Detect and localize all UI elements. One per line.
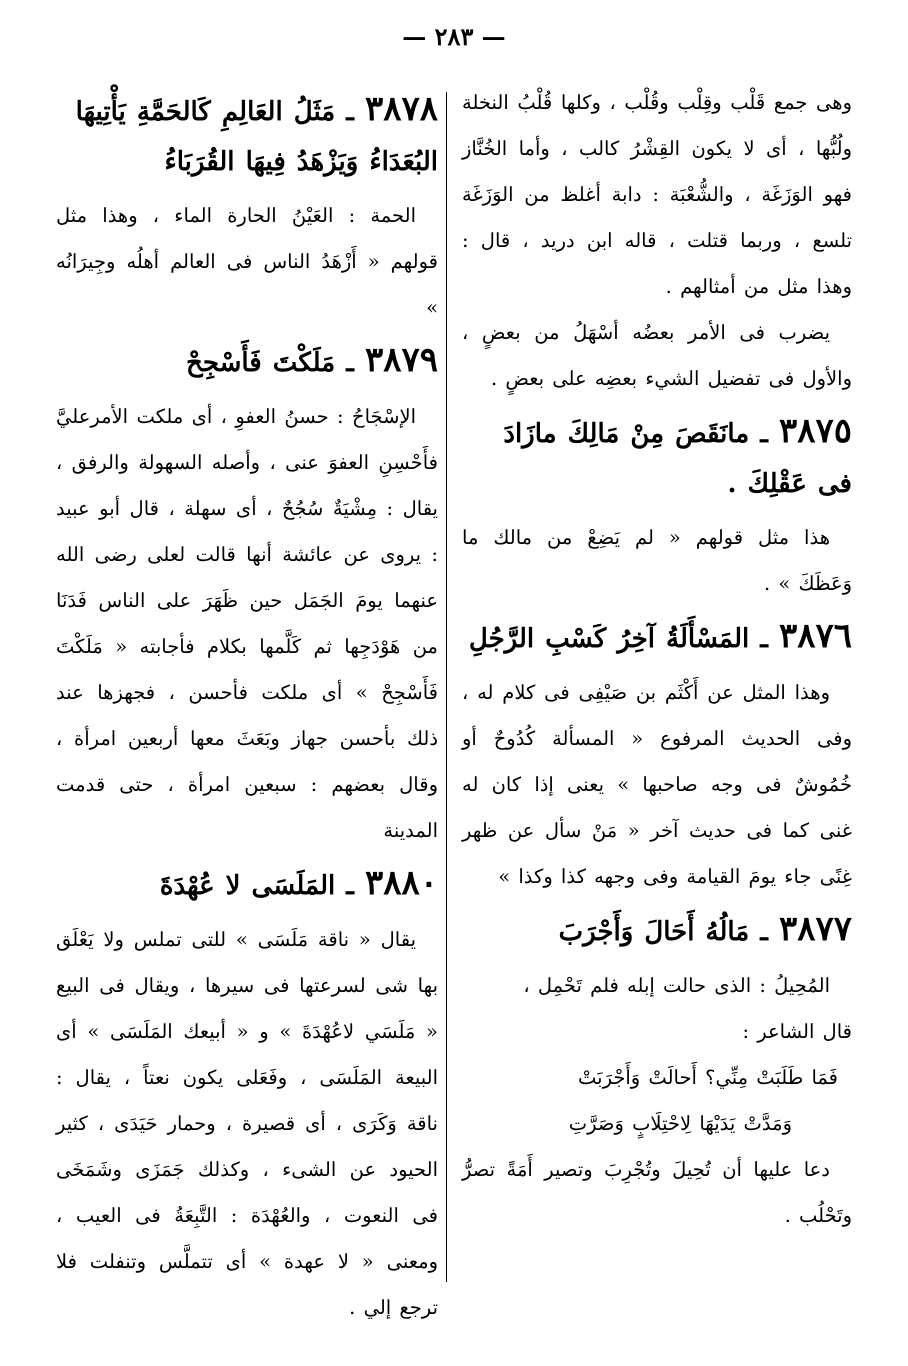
left-column [56,80,438,1331]
poet-intro: قال الشاعر : [742,1020,852,1043]
entry-heading: ـ المَسْأَلَةُ آخِرُ كَسْبِ الرَّجُلِ [468,624,768,654]
entry-body: هذا مثل قولهم « لم يَضِعْ من مالك ما وَعَظَكَ » . [462,526,852,595]
entry-body: وهذا المثل عن أَكْثَم بن صَيْفِى فى كلام له ، وفى الحديث المرفوع « المسألة كُدُوحٌ أو خُمُوشٌ فى وجه صاحبها » يعنى إذا كان له غنى كما فى حديث آخر « مَنْ سأل عن ظهر غِنًى جاء يومَ القيامة وفى وجهه كذا وكذا » [462,681,852,888]
verse-line: فَمَا طَلَبَتْ مِنِّي؟ أَحالَتْ وَأَجْرَبَتْ [578,1066,838,1089]
entry-title-3875 [462,406,852,509]
entry-number: ٣٨٧٩ [364,340,438,380]
entry-heading: ـ مَالُهُ أَحَالَ وَأَجْرَبَ [558,917,768,947]
entry-number: ٣٨٨٠ [364,863,438,903]
entry-number: ٣٨٧٦ [778,616,852,656]
entry-body: الحمة : العَيْنُ الحارة الماء ، وهذا مثل قولهم « أَزْهَدُ الناس فى العالم أهلُه وجِيرَانُه » [56,204,438,319]
entry-body: الإسْجَاحُ : حسنُ العفوِ ، أى ملكت الأمرعليَّ فأَحْسِنِ العفوَ عنى ، وأصله السهولة والرفق ، يقال : مِشْيَةٌ سُجُحٌ ، أى سهلة ، قال أبو عبيد : يروى عن عائشة أنها قالت لعلى رضى الله عنهما يومَ الجَمَل حين ظَهَرَ على الناس فَدَنَا من هَوْدَجِها ثم كَلَّمها بكلام فأجابته « مَلَكْتَ فَأَسْجِحْ » أى ملكت فأحسن ، فجهزها عند ذلك بأحسن جهاز وبَعَثَ معها أربعين امرأة ، وقال بعضهم : سبعين امرأة ، حتى قدمت المدينة [56,405,438,842]
entry-body: يقال « ناقة مَلَسَى » للتى تملس ولا يَعْلَق بها شى لسرعتها فى سيرها ، ويقال فى البيع « مَلَسَي لاعُهْدَةَ » و « أبيعك المَلَسَى » أى البيعة المَلَسَى ، وفَعَلى يكون نعتاً ، يقال : ناقة وَكَرَى ، أى قصيرة ، وحمار حَيَدَى ، كثير الحيود عن الشىء ، وكذلك جَمَزَى وشَمَخَى فى النعوت ، والعُهْدَة : التَّبِعَةُ فى العيب ، ومعنى « لا عهدة » أى تتملَّس وتنفلت فلا ترجع إلي . [56,928,438,1319]
paragraph: يضرب فى الأمر بعضُه أسْهَلُ من بعضٍ ، والأول فى تفضيل الشيء بعضِه على بعضٍ . [462,321,852,390]
paragraph: دعا عليها أن تُحِيلَ وتُجْرِبَ وتصير أَمَةً تصرُّ وتَحْلُب . [462,1158,852,1227]
entry-heading: ـ مَثَلُ العَالِمِ كَالحَمَّةِ يَأْتِيهَا البُعَدَاءُ وَيَزْهَدُ فِيهَا القُرَبَاءُ [75,97,438,177]
entry-number: ٣٨٧٥ [778,411,852,451]
entry-title-3878 [56,84,438,187]
paragraph: وهى جمع قَلْب وقِلْب وقُلْب ، وكلها قُلْبُ النخلة ولُبُّها ، أى لا يكون القِشْرُ كالب ، وأما الخُنَّاز فهو الوَزَغَة ، والشُّعْبَة : دابة أغلظ من الوَزَغَة تلسع ، وربما قتلت ، قاله ابن دريد ، قال : وهذا مثل من أمثالهم . [462,91,852,298]
right-column [462,80,852,1239]
entry-heading: ـ المَلَسَى لا عُهْدَةَ [159,871,354,901]
column-divider [446,92,447,1282]
entry-title-3877 [462,904,852,957]
entry-number: ٣٨٧٨ [364,89,438,129]
entry-title-3876 [462,611,852,664]
entry-heading: ـ مانَقَصَ مِنْ مَالِكَ مازَادَ فى عَقْلِكَ . [503,419,852,499]
entry-number: ٣٨٧٧ [778,909,852,949]
entry-title-3879 [56,335,438,388]
entry-title-3880 [56,858,438,911]
page-number: — ٢٨٣ — [402,22,506,51]
verse-line: وَمَدَّتْ يَدَيْهَا لِاحْتِلَابٍ وَصَرَّتِ [568,1112,792,1135]
entry-heading: ـ مَلَكْتَ فَأَسْجِحْ [186,348,354,378]
entry-body: المُحِيلُ : الذى حالت إبله فلم تَحْمِل ، [523,974,830,997]
